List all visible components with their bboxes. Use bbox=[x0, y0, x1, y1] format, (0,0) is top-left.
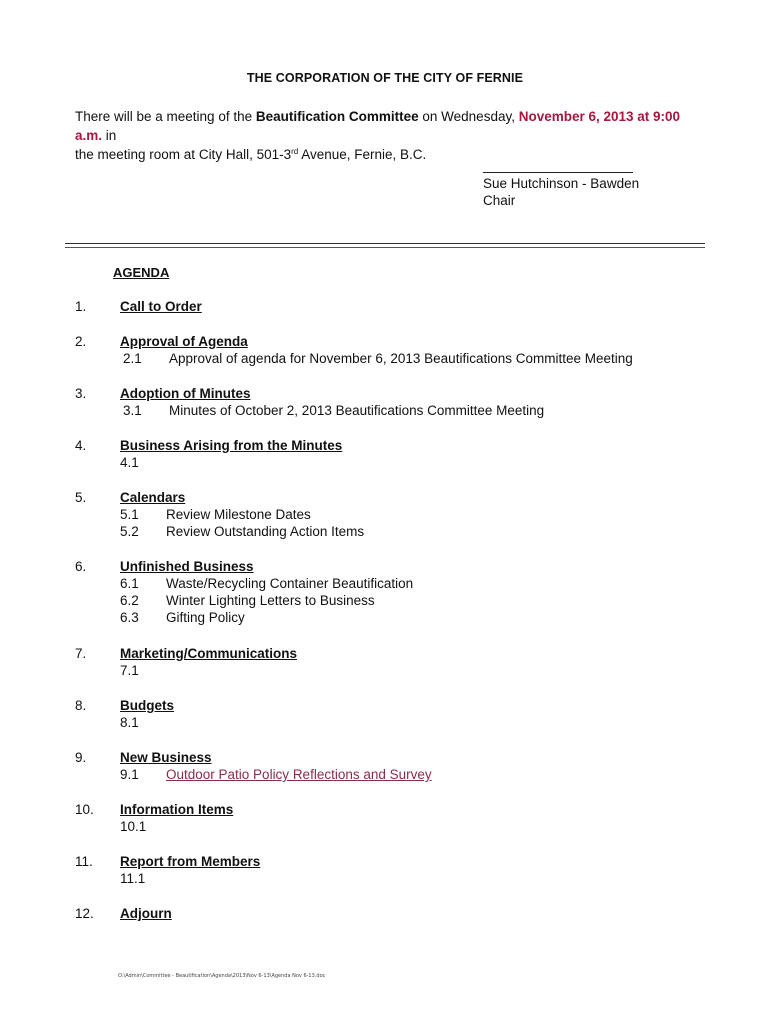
sub-item bbox=[120, 610, 245, 628]
sub-item-number: 5.2 bbox=[120, 524, 139, 539]
notice-text-2: on Wednesday, bbox=[418, 109, 519, 124]
item-title: Adoption of Minutes bbox=[120, 386, 251, 401]
item-title: Report from Members bbox=[120, 854, 261, 869]
sub-item-text: Waste/Recycling Container Beautification bbox=[166, 576, 414, 591]
sub-item-number: 4.1 bbox=[120, 455, 139, 470]
sub-item bbox=[120, 663, 166, 681]
item-title: Adjourn bbox=[120, 906, 172, 921]
sub-item bbox=[120, 524, 364, 542]
sub-item-text: Approval of agenda for November 6, 2013 Beautifications Committee Meeting bbox=[169, 351, 633, 366]
item-title: Business Arising from the Minutes bbox=[120, 438, 343, 453]
location-text-1: the meeting room at City Hall, 501-3 bbox=[75, 147, 292, 162]
sub-item-text: Review Milestone Dates bbox=[166, 507, 311, 522]
item-number: 2. bbox=[75, 334, 87, 349]
item-title: Approval of Agenda bbox=[120, 334, 248, 349]
sub-item bbox=[120, 507, 311, 525]
item-number: 9. bbox=[75, 750, 87, 765]
sub-item bbox=[120, 819, 166, 837]
sub-item-number: 6.2 bbox=[120, 593, 139, 608]
item-title: Marketing/Communications bbox=[120, 646, 298, 661]
item-number: 6. bbox=[75, 559, 87, 574]
item-title: New Business bbox=[120, 750, 212, 765]
sub-item bbox=[120, 715, 166, 733]
sub-item-number: 6.1 bbox=[120, 576, 139, 591]
item-title: Information Items bbox=[120, 802, 234, 817]
meeting-notice bbox=[75, 107, 705, 164]
sub-item-number: 8.1 bbox=[120, 715, 139, 730]
sub-item bbox=[120, 871, 166, 889]
patio-policy-link[interactable]: Outdoor Patio Policy Reflections and Survey bbox=[166, 767, 432, 782]
item-number: 12. bbox=[75, 906, 94, 921]
item-number: 4. bbox=[75, 438, 87, 453]
chair-role: Chair bbox=[483, 193, 516, 208]
item-number: 3. bbox=[75, 386, 87, 401]
sub-item bbox=[120, 576, 413, 594]
chair-name: Sue Hutchinson - Bawden bbox=[483, 176, 640, 191]
committee-name: Beautification Committee bbox=[255, 109, 419, 124]
divider-top bbox=[65, 243, 705, 244]
item-number: 7. bbox=[75, 646, 87, 661]
sub-item bbox=[123, 403, 544, 421]
sub-item bbox=[120, 455, 166, 473]
item-title: Call to Order bbox=[120, 299, 202, 314]
meeting-datetime: November 6, 2013 at 9:00 a.m. bbox=[75, 109, 681, 143]
sub-item bbox=[120, 767, 432, 785]
sub-item-number: 3.1 bbox=[123, 403, 142, 418]
notice-text-1: There will be a meeting of the bbox=[75, 109, 256, 124]
sub-item-number: 7.1 bbox=[120, 663, 139, 678]
signature-line bbox=[483, 172, 633, 173]
sub-item bbox=[120, 593, 375, 611]
ordinal-suffix: rd bbox=[291, 147, 299, 156]
sub-item-text: Minutes of October 2, 2013 Beautifications Committee Meeting bbox=[169, 403, 545, 418]
sub-item-number: 6.3 bbox=[120, 610, 139, 625]
sub-item-number: 11.1 bbox=[120, 871, 146, 886]
item-number: 10. bbox=[75, 802, 94, 817]
sub-item-text: Review Outstanding Action Items bbox=[166, 524, 365, 539]
item-number: 8. bbox=[75, 698, 87, 713]
sub-item-number: 9.1 bbox=[120, 767, 139, 782]
sub-item-text: Winter Lighting Letters to Business bbox=[166, 593, 375, 608]
item-number: 1. bbox=[75, 299, 87, 314]
file-path-footer: O:\Admin\Committee - Beautification\Agenda\2013\Nov 6-13\Agenda Nov 6-13.doc bbox=[118, 973, 326, 979]
item-title: Budgets bbox=[120, 698, 174, 713]
document-title: THE CORPORATION OF THE CITY OF FERNIE bbox=[246, 71, 524, 85]
sub-item-text: Gifting Policy bbox=[166, 610, 245, 625]
divider-bottom bbox=[65, 247, 705, 248]
sub-item-number: 10.1 bbox=[120, 819, 147, 834]
item-title: Calendars bbox=[120, 490, 186, 505]
notice-text-3: in bbox=[102, 128, 117, 143]
location-text-2: Avenue, Fernie, B.C. bbox=[298, 147, 427, 162]
sub-item bbox=[123, 351, 633, 369]
sub-item-number: 5.1 bbox=[120, 507, 139, 522]
agenda-heading: AGENDA bbox=[113, 265, 170, 280]
item-title: Unfinished Business bbox=[120, 559, 254, 574]
sub-item-number: 2.1 bbox=[123, 351, 142, 366]
item-number: 5. bbox=[75, 490, 87, 505]
item-number: 11. bbox=[75, 854, 93, 869]
